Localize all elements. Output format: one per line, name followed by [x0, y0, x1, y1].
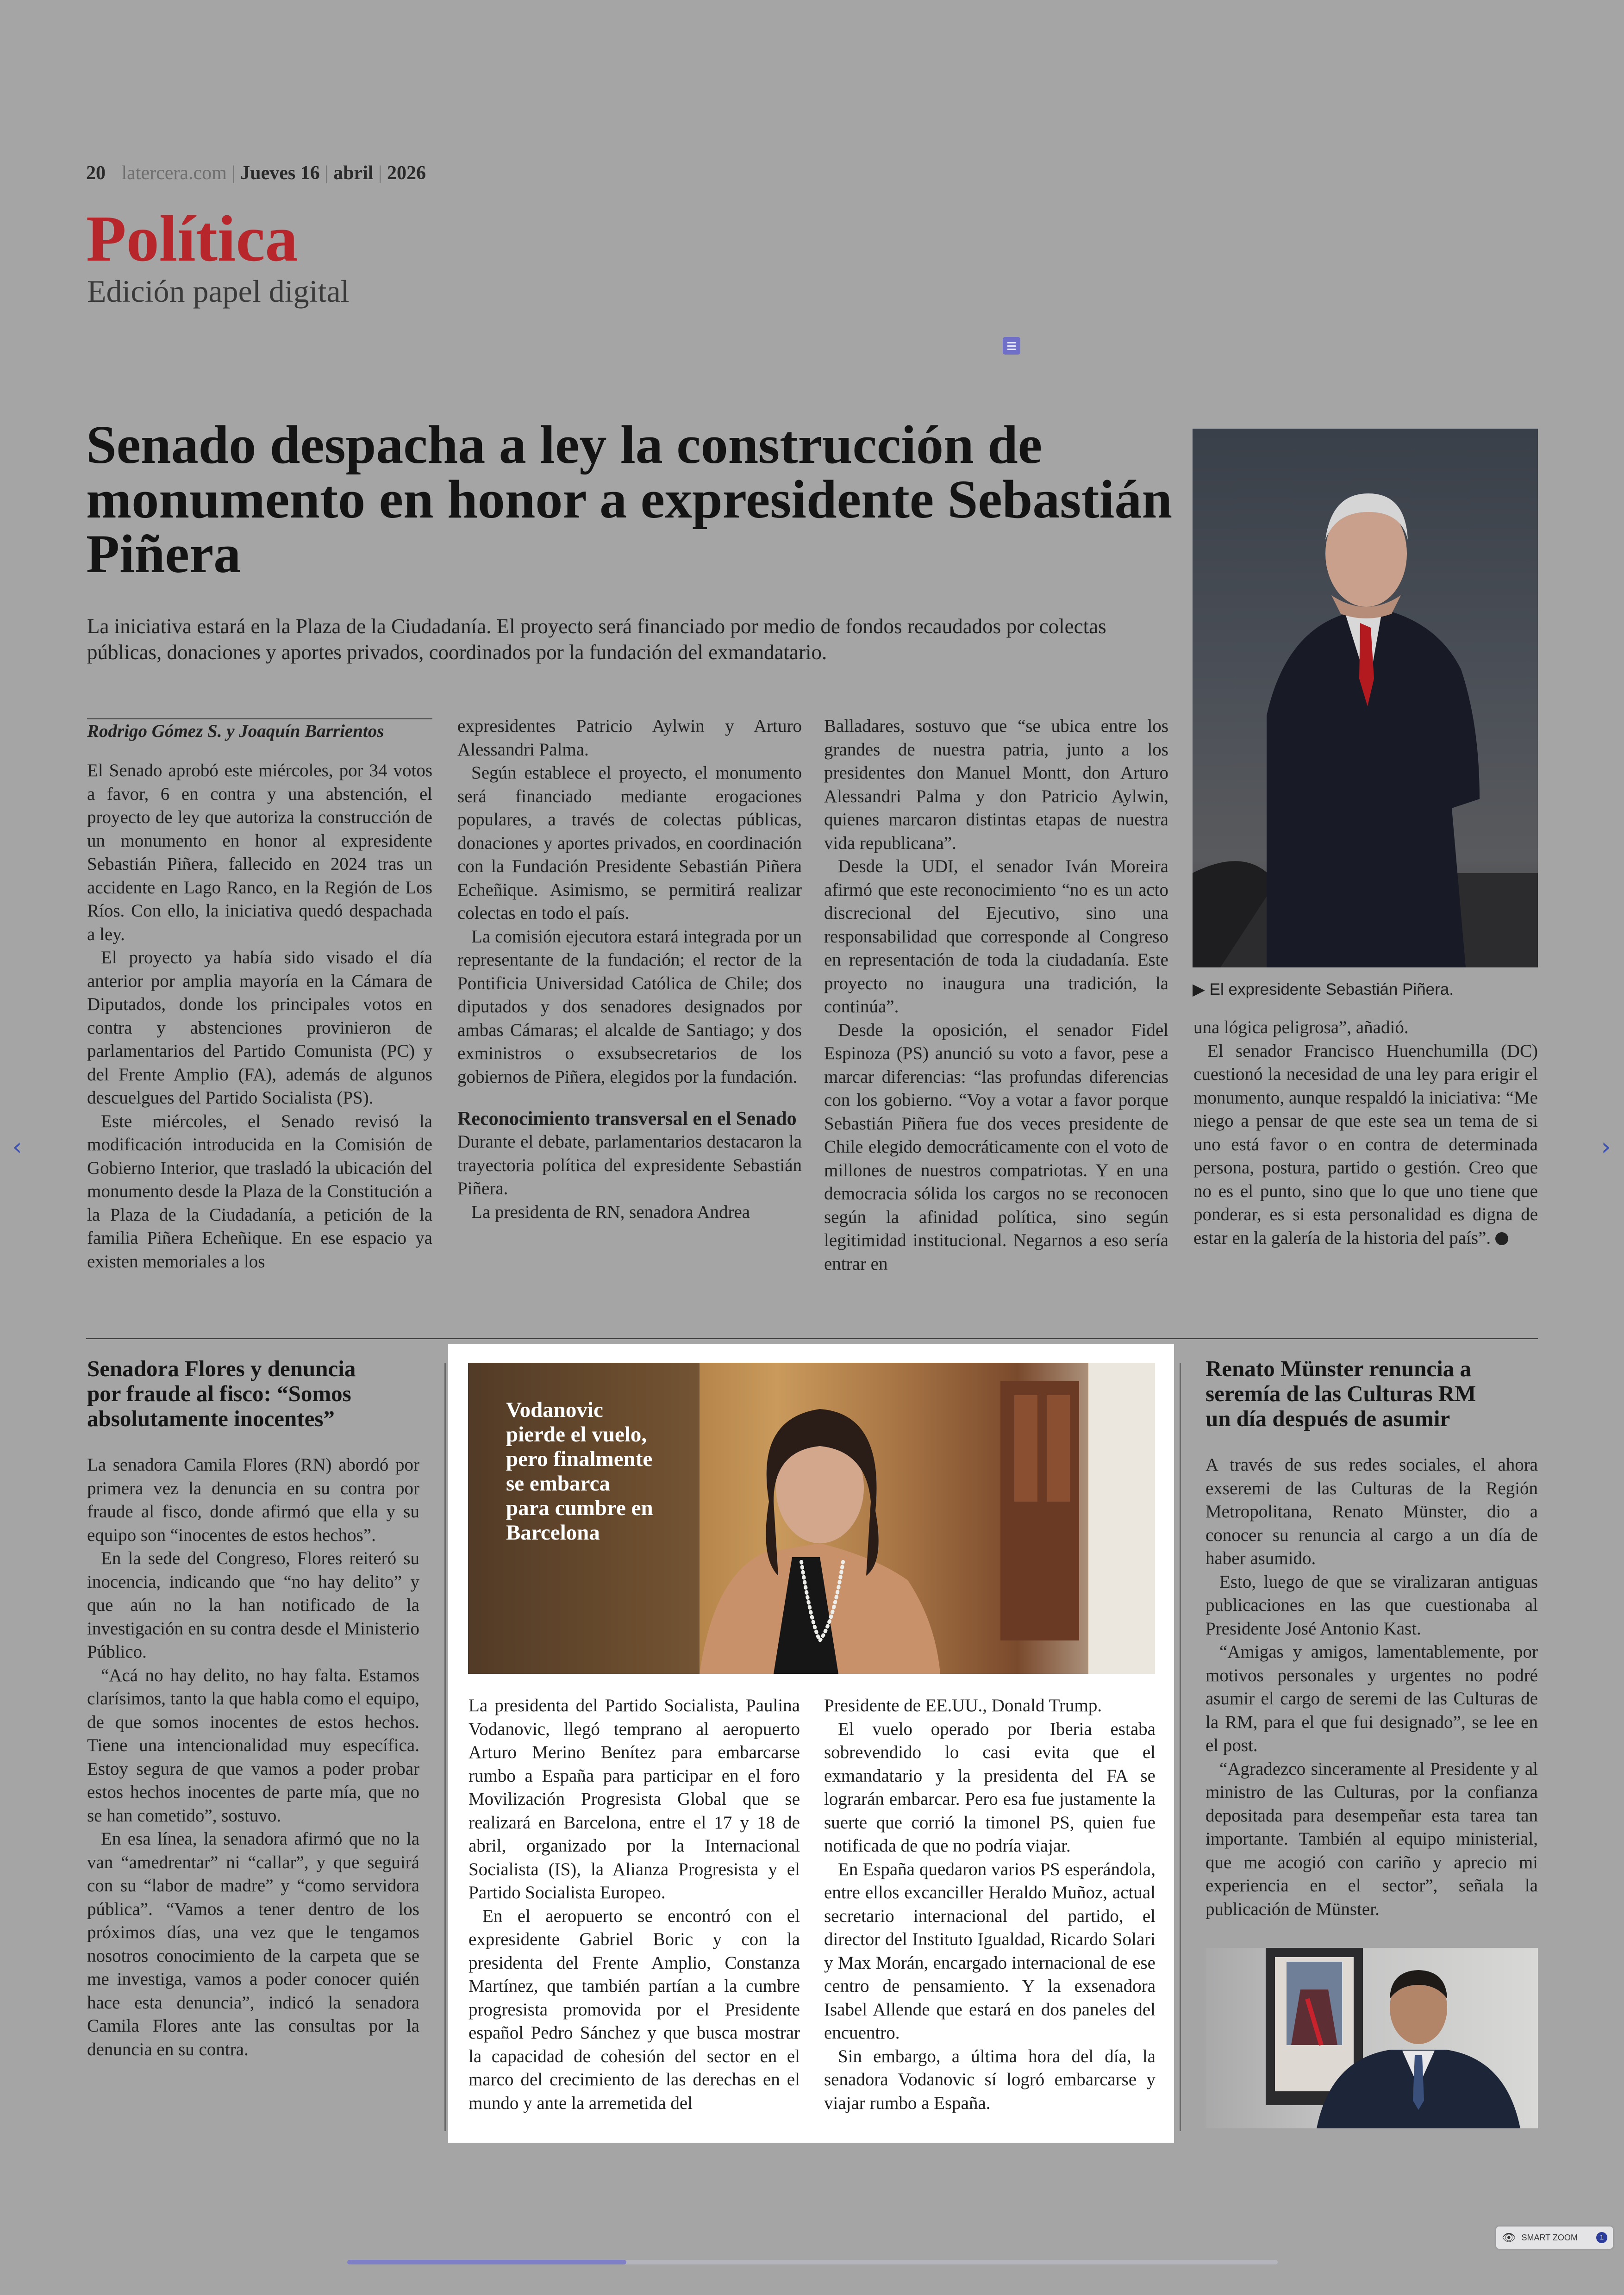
page-progress-track[interactable]: [347, 2260, 1278, 2264]
paragraph: En esa línea, la senadora afirmó que no la van “amedrentar” ni “callar”, y que seguirá con su “labor de madre” y “como servidora pública”. “Vamos a tener dentro de los próximos días, una vez que le tengamos nosotros conocimiento de la carpeta que se me investiga, vamos a poder conocer quién hace esta denuncia”, indicó la senadora Camila Flores ante las consultas por la denuncia en su contra.: [87, 1829, 419, 2059]
paragraph: La presidenta del Partido Socialista, Paulina Vodanovic, llegó temprano al aeropuerto Arturo Merino Benítez para embarcarse rumbo a España para participar en el foro Movilización Progresista Global que se realizará en Barcelona, entre el 17 y 18 de abril, organizado por la Internacional Socialista (IS), la Alianza Progresista y el Partido Socialista Europeo.: [468, 1696, 800, 1902]
caption-arrow-icon: ▶: [1193, 980, 1205, 998]
paragraph: Desde la UDI, el senador Iván Moreira afirmó que este reconocimiento “no es un acto discrecional del Ejecutivo, sino una responsabilidad que corresponde al Congreso en representación de toda la ciudadanía. Este proyecto no inaugura una tradición, la continúa”.: [824, 856, 1168, 1017]
paragraph-text: El senador Francisco Huenchumilla (DC) cuestionó la necesidad de una ley para erigir el monumento, aunque respaldó la iniciativa: “Me niego a pensar de que este sea un tema de si uno está favor o en contra de determinada persona, postura, partido o gestión. Creo que no es el punto, sino que lo que uno tiene que ponderar, es si esta personalidad es digna de estar en la galería de la historia del país”.: [1193, 1041, 1538, 1248]
main-column-1: [87, 759, 432, 1273]
main-deck: La iniciativa estará en la Plaza de la Ciudadanía. El proyecto será financiado por medio de fondos recaudados por colectas públicas, donaciones y aportes privados, coordinados por la fundación del exmandatario.: [87, 615, 1106, 664]
paragraph: Sin embargo, a última hora del día, la senadora Vodanovic sí logró embarcarse y viajar rumbo a España.: [824, 2046, 1156, 2113]
vodanovic-photo: [468, 1363, 1155, 1674]
paragraph: La comisión ejecutora estará integrada por un representante de la fundación; el rector de la Pontificia Universidad Católica de Chile; dos diputados y dos senadores designados por ambas Cámaras; el alcalde de Santiago; y dos exministros o exsubsecretarios de los gobiernos de Piñera, elegidos por la fundación.: [457, 926, 802, 1087]
paragraph: Esto, luego de que se viralizaran antiguas publicaciones en las que cuestionaba al Presidente José Antonio Kast.: [1206, 1572, 1538, 1639]
vodanovic-column-2: [824, 1694, 1156, 2115]
paragraph: Balladares, sostuvo que “se ubica entre los grandes de nuestra patria, junto a los presidentes don Manuel Montt, don Arturo Alessandri Palma y don Patricio Aylwin, quienes marcaron distintas etapas de nuestra vida republicana”.: [824, 716, 1168, 853]
paragraph: Este miércoles, el Senado revisó la modificación introducida en la Comisión de Gobierno Interior, que trasladó la ubicación del monumento desde la Plaza de la Constitución a la Plaza de la Ciudadanía, a petición de la familia Piñera Echeñique. En ese espacio ya existen memoriales a los: [87, 1111, 432, 1272]
main-column-4: [1193, 1016, 1538, 1250]
paragraph: “Acá no hay delito, no hay falta. Estamos clarísimos, tanto la que habla como el equipo, de que somos inocentes de estos hechos. Tiene una intencionalidad muy específica. Estoy segura de que vamos a poder probar estos hechos inocentes de parte mía, que no se han cometido”, sostuvo.: [87, 1665, 419, 1826]
paragraph: Durante el debate, parlamentarios destacaron la trayectoria política del expresidente Sebastián Piñera.: [457, 1132, 802, 1198]
flores-body: [87, 1453, 419, 2061]
vodanovic-headline: Vodanovic pierde el vuelo, pero finalmente se embarca para cumbre en Barcelona: [506, 1398, 653, 1545]
paragraph: El proyecto ya había sido visado el día anterior por amplia mayoría en la Cámara de Diputados, donde los principales votos en contra y abstenciones provinieron de parlamentarios del Partido Comunista (PC) y del Frente Amplio (FA), además de algunos descuelgues del Partido Socialista (PS).: [87, 948, 432, 1108]
smart-zoom-label: SMART ZOOM: [1521, 2233, 1578, 2242]
paragraph: “Amigas y amigos, lamentablemente, por motivos personales y urgentes no podré asumir el cargo de seremi de las Culturas de la RM, para el que fui designado”, se lee en el post.: [1206, 1642, 1538, 1755]
paragraph: Según establece el proyecto, el monumento será financiado mediante erogaciones populares, a través de colectas públicas, donaciones y aportes privados, en coordinación con la Fundación Presidente Sebastián Piñera Echeñique. Asimismo, se permitirá realizar colectas en todo el país.: [457, 763, 802, 923]
divider: |: [325, 162, 329, 184]
vodanovic-column-1: [468, 1694, 800, 2115]
byline-rule: [87, 718, 432, 719]
divider: |: [378, 162, 382, 184]
column-divider: [444, 1363, 446, 2131]
paragraph: Desde la oposición, el senador Fidel Espinoza (PS) anunció su voto a favor, pese a marcar diferencias: “las profundas diferencias con los gobierno. “Voy a votar a favor porque Sebastián Piñera fue dos veces presidente de Chile elegido democráticamente con el voto de millones de nuestros compatriotas. Y en una democracia sólida los cargos no se reconocen según la afinidad política, sino según legitimidad institucional. Negarnos a eso sería entrar en: [824, 1020, 1168, 1274]
page-number: 20: [86, 162, 106, 184]
photo-caption: [1193, 980, 1454, 999]
site-name: latercera.com: [121, 162, 227, 184]
date-day: Jueves 16: [240, 162, 320, 184]
prev-page-arrow[interactable]: ‹: [12, 1133, 22, 1161]
paragraph: El Senado aprobó este miércoles, por 34 votos a favor, 6 en contra y una abstención, el proyecto de ley que autoriza la construcción de un monumento en honor al expresidente Sebastián Piñera, fallecido en 2024 tras un accidente en Lago Ranco, en la Región de Los Ríos. Con ello, la iniciativa quedó despachada a ley.: [87, 761, 432, 944]
lines-icon: [1007, 342, 1016, 343]
section-title: Política: [86, 202, 298, 275]
caption-text: El expresidente Sebastián Piñera.: [1209, 980, 1454, 998]
next-page-arrow[interactable]: ›: [1601, 1133, 1611, 1161]
page-progress-fill: [347, 2260, 626, 2264]
zoom-badge: 1: [1596, 2232, 1607, 2243]
paragraph: La presidenta de RN, senadora Andrea: [471, 1202, 750, 1222]
main-column-2: [457, 715, 802, 1224]
annotation-icon[interactable]: [1003, 337, 1020, 355]
paragraph: La senadora Camila Flores (RN) abordó por primera vez la denuncia en su contra por fraude al fisco, donde afirmó que ella y su equipo son “inocentes de estos hechos”.: [87, 1455, 419, 1545]
paragraph: [1193, 1040, 1538, 1250]
divider: |: [231, 162, 236, 184]
paragraph: una lógica peligrosa”, añadió.: [1193, 1017, 1409, 1037]
paragraph: En la sede del Congreso, Flores reiteró su inocencia, indicando que “no hay delito” y que aún no la han notificado de la investigación en su contra desde el Ministerio Público.: [87, 1548, 419, 1662]
paragraph: En el aeropuerto se encontró con el expresidente Gabriel Boric y con la presidenta del Frente Amplio, Constanza Martínez, que también partían a la cumbre progresista promovida por el Presidente español Pedro Sánchez y que busca mostrar la capacidad de cohesión del sector en el marco del crecimiento de las derechas en el mundo y ante la arremetida del: [468, 1906, 800, 2113]
edition-label: Edición papel digital: [87, 274, 350, 309]
paragraph: Presidente de EE.UU., Donald Trump.: [824, 1696, 1102, 1715]
paragraph: “Agradezco sinceramente al Presidente y al ministro de las Culturas, por la confianza depositada para desempeñar esta tarea tan importante. También al equipo ministerial, que me acogió con cariño y aprecio mi experiencia en el sector”, señala la publicación de Münster.: [1206, 1759, 1538, 1919]
end-mark-icon: [1495, 1232, 1508, 1245]
munster-figure: [1206, 1948, 1538, 2128]
subhead: Reconocimiento transversal en el Senado: [457, 1108, 797, 1129]
paragraph: A través de sus redes sociales, el ahora exseremi de las Culturas de la Región Metropolitana, Renato Münster, dio a conocer su renuncia al cargo a un día de haber asumido.: [1206, 1455, 1538, 1568]
main-headline: Senado despacha a ley la construcción de monumento en honor a expresidente Sebastián Piñera: [86, 414, 1172, 584]
munster-photo: [1206, 1948, 1538, 2128]
date-month: abril: [333, 162, 374, 184]
munster-body: [1206, 1453, 1538, 1921]
main-column-3: [824, 715, 1168, 1276]
paragraph: En España quedaron varios PS esperándola, entre ellos excanciller Heraldo Muñoz, actual secretario internacional del partido, el director del Instituto Igualdad, Ricardo Solari y Max Morán, encargado internacional de ese centro de pensamiento. Y la exsenadora Isabel Allende que estará en dos paneles del encuentro.: [824, 1859, 1156, 2043]
munster-headline: Renato Münster renuncia a seremía de las Culturas RM un día después de asumir: [1206, 1356, 1476, 1431]
pinera-photo: [1193, 429, 1538, 967]
paragraph: El vuelo operado por Iberia estaba sobrevendido lo casi evita que el exmandatario y la presidenta del FA se lograrán embarcar. Pero esa fue justamente la suerte que corrió la timonel PS, quien fue notificada de que no podría viajar.: [824, 1719, 1156, 1856]
smart-zoom-button[interactable]: [1496, 2226, 1613, 2249]
flores-headline: Senadora Flores y denuncia por fraude al fisco: “Somos absolutamente inocentes”: [87, 1356, 356, 1431]
paragraph: expresidentes Patricio Aylwin y Arturo Alessandri Palma.: [457, 716, 802, 760]
section-divider: [86, 1338, 1538, 1339]
column-divider: [1180, 1363, 1181, 2131]
eye-icon: 👁: [1502, 2231, 1516, 2244]
date-year: 2026: [387, 162, 426, 184]
byline: Rodrigo Gómez S. y Joaquín Barrientos: [87, 721, 384, 741]
page-header: [86, 162, 426, 184]
pinera-figure: [1193, 429, 1538, 967]
